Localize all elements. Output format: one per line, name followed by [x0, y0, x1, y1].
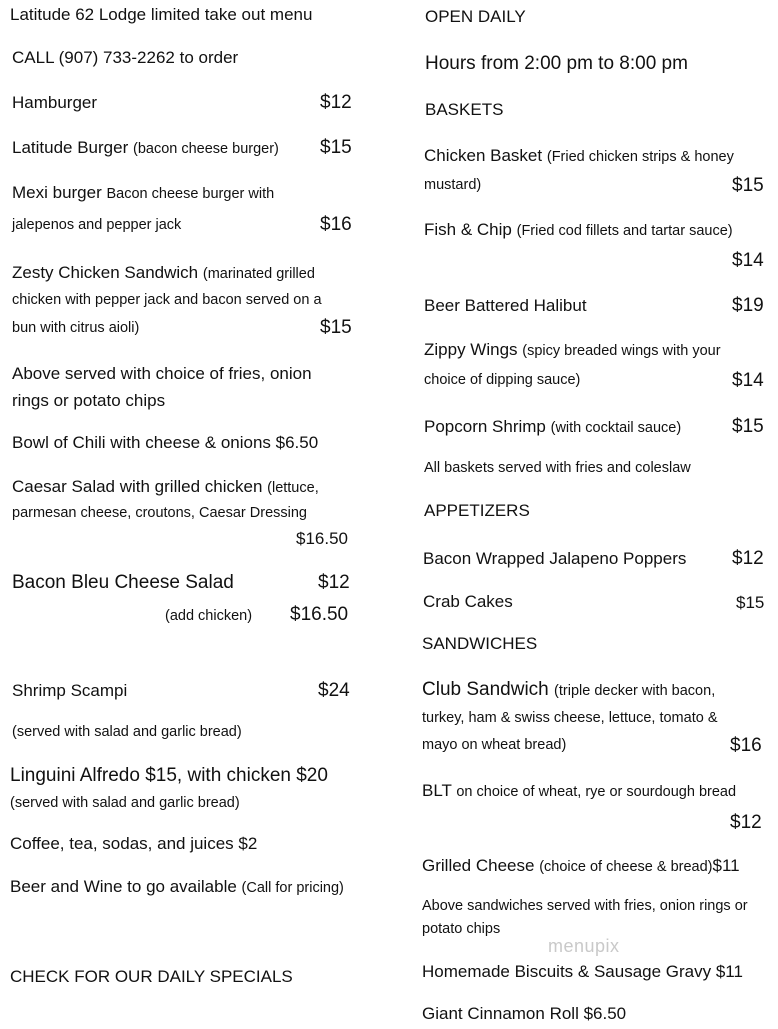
grilled-cheese-label: Grilled Cheese [422, 856, 535, 875]
zippy-wings-label: Zippy Wings [424, 340, 518, 359]
chicken-basket-name [424, 146, 734, 166]
chicken-basket-desc1: (Fried chicken strips & honey [546, 149, 734, 165]
bleu-salad-price: $12 [318, 572, 350, 593]
caesar-salad-label: Caesar Salad with grilled chicken [12, 477, 263, 496]
grilled-cheese-name [422, 856, 740, 876]
mexi-burger-name [12, 183, 274, 203]
chicken-basket-label: Chicken Basket [424, 146, 543, 165]
fish-chip-desc: (Fried cod fillets and tartar sauce) [516, 223, 733, 239]
bleu-salad-add-chicken: (add chicken) [165, 608, 253, 624]
zesty-chicken-desc2: chicken with pepper jack and bacon served on a [12, 292, 322, 308]
club-sandwich-desc2: turkey, ham & swiss cheese, lettuce, tomato & [422, 710, 718, 726]
caesar-salad-desc2: parmesan cheese, croutons, Caesar Dressing [12, 505, 307, 521]
served-note-line2: rings or potato chips [12, 391, 166, 410]
blt-name [422, 781, 736, 801]
zesty-chicken-desc3: bun with citrus aioli) [12, 320, 140, 336]
fish-chip-price: $14 [732, 250, 764, 271]
zesty-chicken-name [12, 263, 315, 283]
sandwiches-note-line1: Above sandwiches served with fries, onion rings or [422, 898, 748, 914]
mexi-burger-desc2: jalepenos and pepper jack [12, 217, 182, 233]
zippy-wings-price: $14 [732, 370, 764, 391]
caesar-salad-price: $16.50 [296, 529, 348, 548]
shrimp-scampi-desc: (served with salad and garlic bread) [12, 724, 242, 740]
crab-cakes-price: $15 [736, 593, 765, 612]
club-sandwich-price: $16 [730, 735, 762, 756]
beer-wine-item [10, 877, 344, 897]
caesar-salad-name [12, 477, 319, 497]
zesty-chicken-desc1: (marinated grilled [202, 266, 315, 282]
latitude-burger-name [12, 138, 279, 158]
phone-order: CALL (907) 733-2262 to order [12, 48, 239, 67]
poppers-name: Bacon Wrapped Jalapeno Poppers [423, 549, 687, 568]
sandwiches-note-line2: potato chips [422, 921, 501, 937]
grilled-cheese-desc: (choice of cheese & bread) [539, 859, 713, 875]
chicken-basket-price: $15 [732, 175, 764, 196]
club-sandwich-desc1: (triple decker with bacon, [554, 683, 716, 699]
appetizers-heading: APPETIZERS [424, 501, 530, 520]
linguini-desc: (served with salad and garlic bread) [10, 795, 240, 811]
crab-cakes-name: Crab Cakes [423, 592, 513, 611]
latitude-burger-label: Latitude Burger [12, 138, 129, 157]
cinnamon-roll-item: Giant Cinnamon Roll $6.50 [422, 1004, 627, 1023]
popcorn-shrimp-label: Popcorn Shrimp [424, 417, 546, 436]
club-sandwich-name [422, 679, 715, 701]
shrimp-scampi-price: $24 [318, 680, 350, 701]
hamburger-price: $12 [320, 92, 352, 113]
fish-chip-label: Fish & Chip [424, 220, 512, 239]
club-sandwich-desc3: mayo on wheat bread) [422, 737, 567, 753]
linguini-item: Linguini Alfredo $15, with chicken $20 [10, 765, 328, 786]
chili-item: Bowl of Chili with cheese & onions $6.50 [12, 433, 319, 452]
caesar-salad-desc1: (lettuce, [267, 480, 319, 496]
zesty-chicken-label: Zesty Chicken Sandwich [12, 263, 199, 282]
fish-chip-name [424, 220, 733, 240]
watermark-logo: menupix [548, 936, 620, 956]
bleu-salad-add-price: $16.50 [290, 604, 349, 625]
latitude-burger-desc: (bacon cheese burger) [132, 141, 279, 157]
halibut-price: $19 [732, 295, 764, 316]
popcorn-shrimp-name [424, 417, 681, 437]
baskets-note: All baskets served with fries and coleslaw [424, 460, 691, 476]
popcorn-shrimp-price: $15 [732, 416, 764, 437]
latitude-burger-price: $15 [320, 137, 352, 158]
grilled-cheese-price: $11 [712, 856, 740, 875]
chicken-basket-desc2: mustard) [424, 177, 482, 193]
open-daily: OPEN DAILY [425, 7, 526, 26]
beer-wine-label: Beer and Wine to go available [10, 877, 237, 896]
beverages-item: Coffee, tea, sodas, and juices $2 [10, 834, 258, 853]
zippy-wings-desc1: (spicy breaded wings with your [522, 343, 721, 359]
biscuits-gravy-item: Homemade Biscuits & Sausage Gravy $11 [422, 962, 743, 981]
sandwiches-heading: SANDWICHES [422, 634, 538, 653]
beer-wine-note: (Call for pricing) [241, 880, 344, 896]
poppers-price: $12 [732, 548, 764, 569]
blt-price: $12 [730, 812, 762, 833]
daily-specials: CHECK FOR OUR DAILY SPECIALS [10, 967, 293, 986]
zesty-chicken-price: $15 [320, 317, 352, 338]
hours: Hours from 2:00 pm to 8:00 pm [425, 53, 688, 74]
menu-title: Latitude 62 Lodge limited take out menu [10, 5, 313, 24]
shrimp-scampi-name: Shrimp Scampi [12, 681, 128, 700]
mexi-burger-label: Mexi burger [12, 183, 102, 202]
mexi-burger-desc1: Bacon cheese burger with [106, 186, 275, 202]
blt-label: BLT [422, 781, 452, 800]
popcorn-shrimp-desc: (with cocktail sauce) [550, 420, 682, 436]
hamburger-name: Hamburger [12, 93, 98, 112]
blt-desc: on choice of wheat, rye or sourdough bread [456, 784, 737, 800]
zippy-wings-desc2: choice of dipping sauce) [424, 372, 581, 388]
club-sandwich-label: Club Sandwich [422, 679, 549, 700]
zippy-wings-name [424, 340, 721, 360]
mexi-burger-price: $16 [320, 214, 352, 235]
bleu-salad-name: Bacon Bleu Cheese Salad [12, 572, 234, 593]
halibut-name: Beer Battered Halibut [424, 296, 587, 315]
served-note-line1: Above served with choice of fries, onion [12, 364, 312, 383]
baskets-heading: BASKETS [425, 100, 504, 119]
